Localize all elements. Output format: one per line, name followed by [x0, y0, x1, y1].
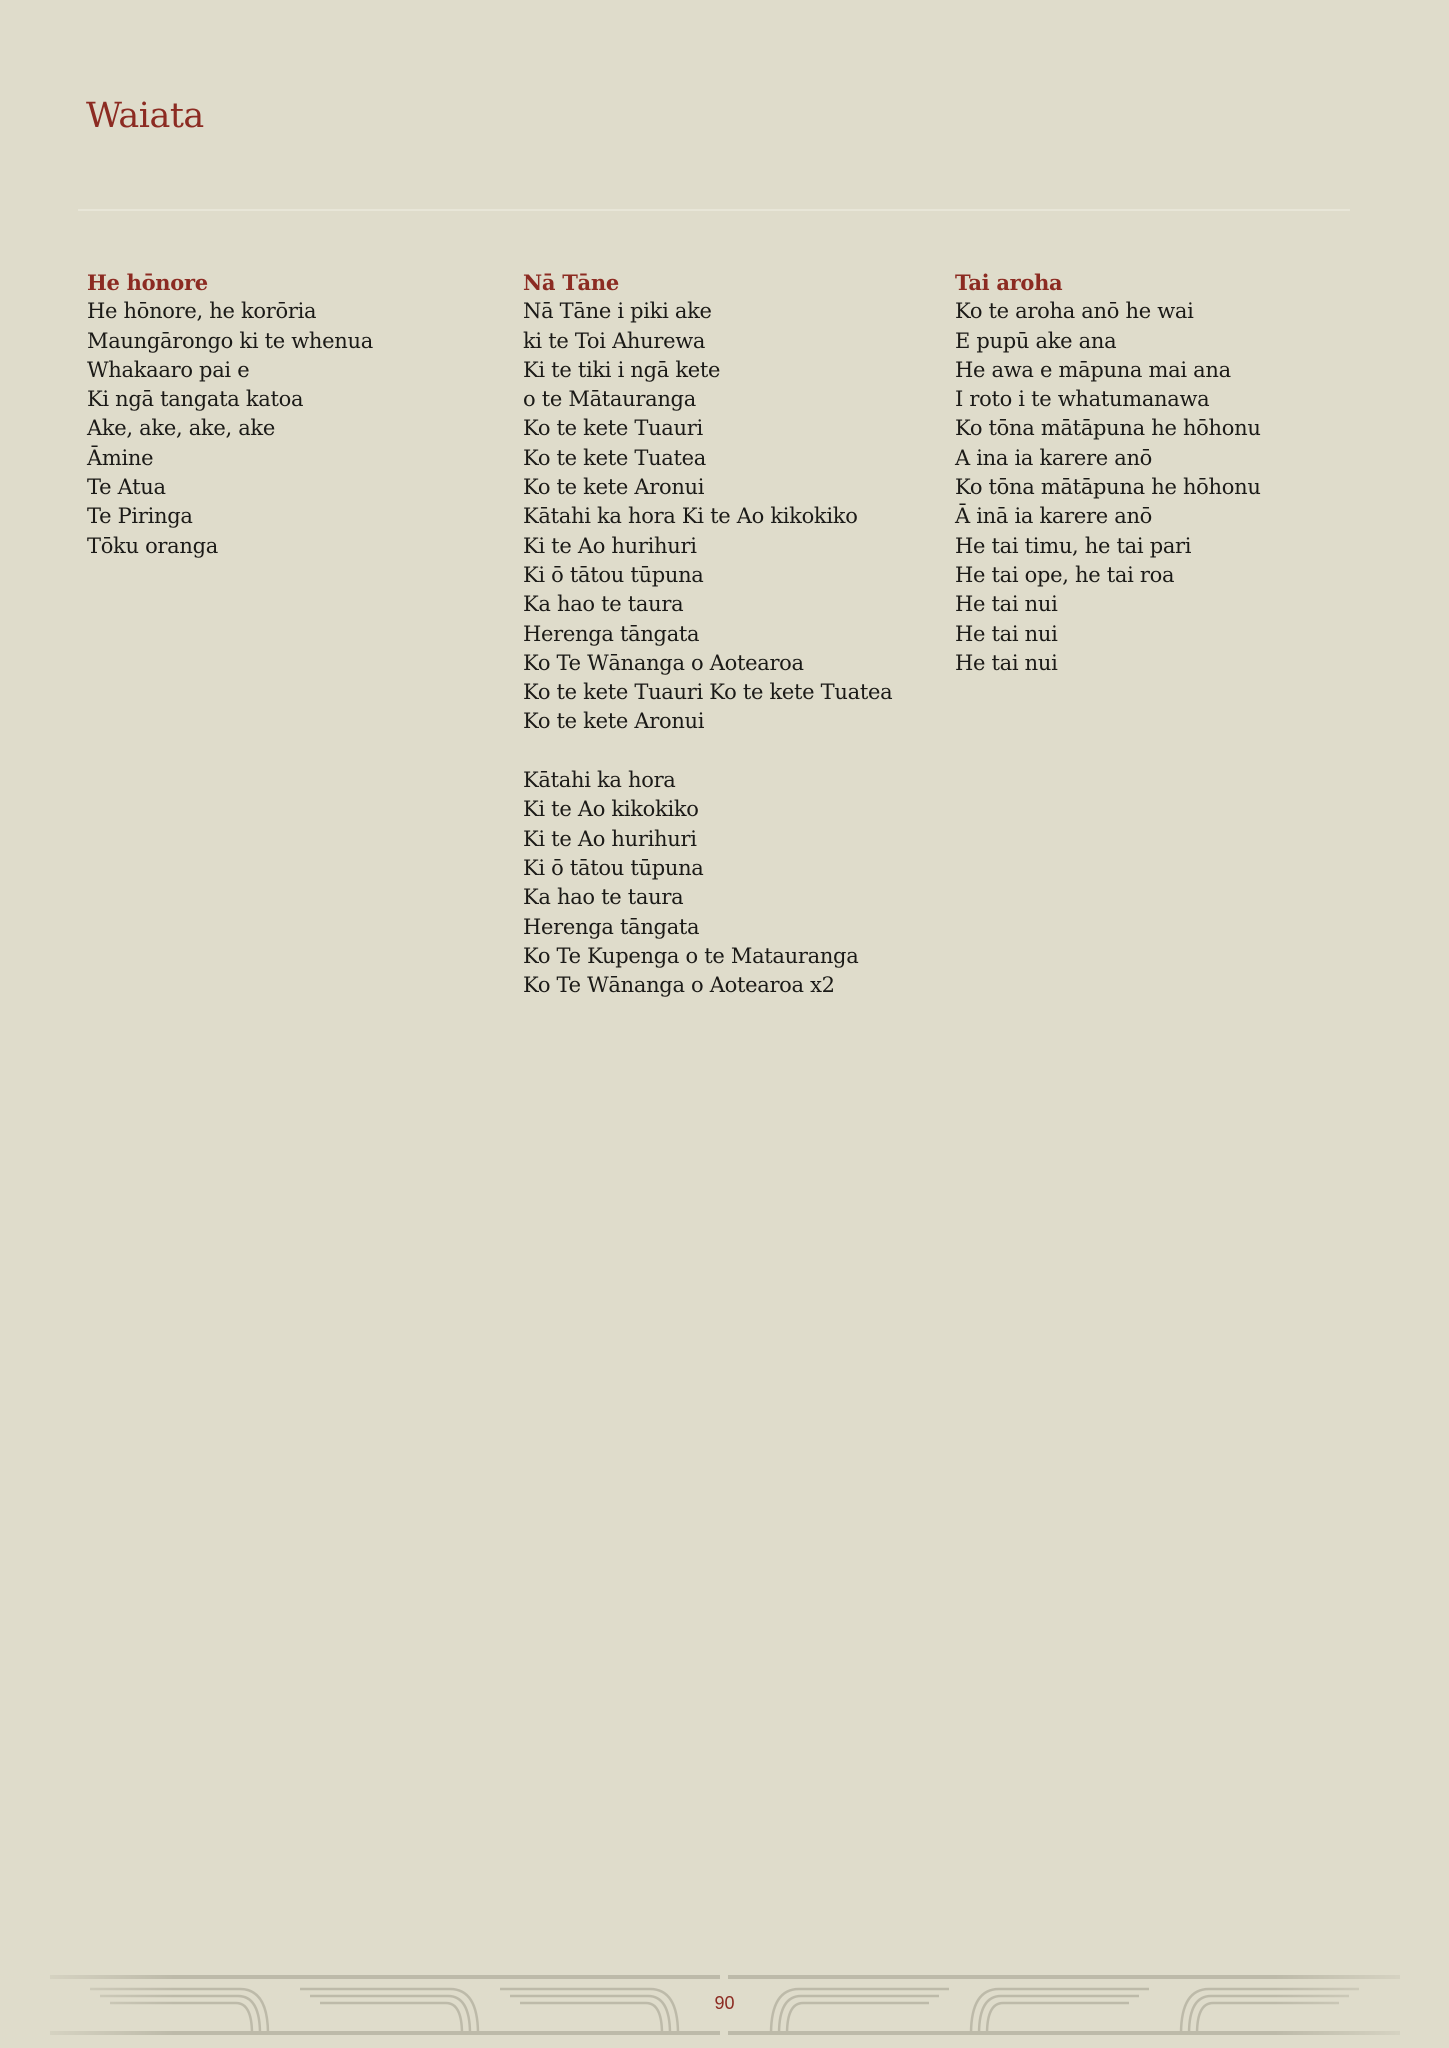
lyric-line: He tai nui: [955, 592, 1058, 617]
lyric-line: Ki ō tātou tūpuna: [523, 562, 704, 587]
lyric-line: Ki ngā tangata katoa: [87, 387, 304, 412]
lyric-line: Ko te kete Tuauri Ko te kete Tuatea: [523, 680, 893, 705]
song-tai-aroha: [955, 268, 1261, 678]
lyric-line: Kātahi ka hora Ki te Ao kikokiko: [523, 504, 858, 529]
lyric-line: Ka hao te taura: [523, 885, 684, 910]
song-title: Nā Tāne: [523, 270, 619, 295]
lyric-line: He hōnore, he korōria: [87, 299, 317, 324]
lyric-line: Maungārongo ki te whenua: [87, 328, 373, 353]
lyric-line: Te Piringa: [87, 504, 193, 529]
lyric-line: A ina ia karere anō: [955, 445, 1153, 470]
lyric-line: Te Atua: [87, 475, 166, 500]
lyric-line: Ko Te Kupenga o te Matauranga: [523, 943, 859, 968]
lyric-line: I roto i te whatumanawa: [955, 387, 1210, 412]
lyric-line: Whakaaro pai e: [87, 357, 250, 382]
lyric-line: Ki te Ao hurihuri: [523, 533, 697, 558]
lyric-line: Tōku oranga: [87, 533, 218, 558]
header-divider: [78, 209, 1350, 211]
lyric-line: o te Mātauranga: [523, 387, 696, 412]
lyric-line: He tai ope, he tai roa: [955, 562, 1175, 587]
lyric-line: E pupū ake ana: [955, 328, 1117, 353]
lyric-line: Ko Te Wānanga o Aotearoa x2: [523, 973, 835, 998]
lyric-line: Ki te Ao hurihuri: [523, 826, 697, 851]
stanza: [87, 297, 373, 561]
page-number: 90: [714, 1993, 735, 2013]
lyric-line: Ko Te Wānanga o Aotearoa: [523, 650, 804, 675]
song-he-honore: [87, 268, 373, 561]
lyric-line: He awa e māpuna mai ana: [955, 357, 1231, 382]
lyric-line: Ko te kete Aronui: [523, 709, 705, 734]
lyric-line: Āmine: [87, 445, 154, 470]
lyric-line: Ki te tiki i ngā kete: [523, 357, 721, 382]
lyric-line: Ki te Ao kikokiko: [523, 797, 699, 822]
lyric-line: Ko te aroha anō he wai: [955, 299, 1194, 324]
song-na-tane: [523, 268, 892, 1000]
lyric-line: He tai nui: [955, 621, 1058, 646]
page-title: Waiata: [86, 96, 204, 136]
lyric-line: Nā Tāne i piki ake: [523, 299, 712, 324]
lyric-line: Ā inā ia karere anō: [955, 504, 1153, 529]
lyric-line: Herenga tāngata: [523, 914, 700, 939]
lyric-line: ki te Toi Ahurewa: [523, 328, 706, 353]
lyric-line: He tai nui: [955, 650, 1058, 675]
lyric-line: Ka hao te taura: [523, 592, 684, 617]
lyric-line: Ake, ake, ake, ake: [87, 416, 275, 441]
lyric-line: Ko tōna mātāpuna he hōhonu: [955, 475, 1261, 500]
lyric-line: He tai timu, he tai pari: [955, 533, 1192, 558]
lyric-line: Ko te kete Tuatea: [523, 445, 707, 470]
lyric-line: Ko tōna mātāpuna he hōhonu: [955, 416, 1261, 441]
song-title: Tai aroha: [955, 270, 1063, 295]
stanza: [523, 766, 892, 1000]
lyric-line: Ko te kete Aronui: [523, 475, 705, 500]
lyric-line: Ki ō tātou tūpuna: [523, 855, 704, 880]
lyric-line: Kātahi ka hora: [523, 768, 676, 793]
song-title: He hōnore: [87, 270, 208, 295]
stanza: [523, 297, 892, 736]
lyric-line: Herenga tāngata: [523, 621, 700, 646]
lyric-line: Ko te kete Tuauri: [523, 416, 703, 441]
stanza: [955, 297, 1261, 678]
